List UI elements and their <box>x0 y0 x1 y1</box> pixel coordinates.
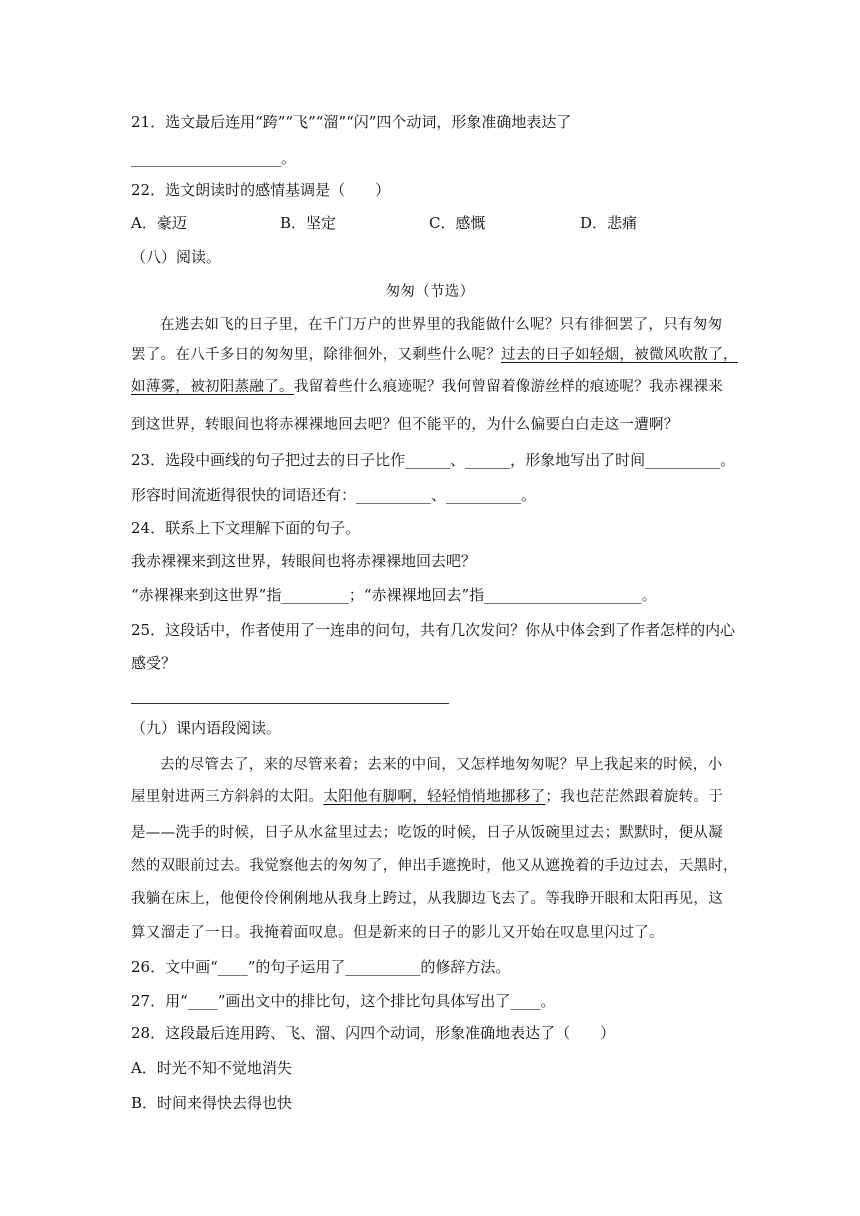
question-28-option-b[interactable]: B．时间来得快去得也快 <box>131 1094 293 1112</box>
section-9-header: （九）课内语段阅读。 <box>131 719 282 737</box>
question-25-answer-line[interactable] <box>131 703 449 704</box>
passage-title: 匆匆（节选） <box>385 284 475 300</box>
question-24-blanks[interactable]: “赤裸裸来到这世界”指_________；“赤裸裸地回去”指_____________________。 <box>131 586 657 604</box>
passage-8-line2 <box>131 345 738 365</box>
passage-8-line4: 到这世界，转眼间也将赤裸裸地回去吧？但不能平的，为什么偏要白白走这一遭啊？ <box>131 417 679 433</box>
passage-8-underlined-sentence-part1: 过去的日子如轻烟，被微风吹散了， <box>501 347 738 363</box>
question-28-stem: 28．这段最后连用跨、飞、溜、闪四个动词，形象准确地表达了（ ） <box>131 1024 616 1042</box>
passage-8-line3 <box>131 377 723 397</box>
passage-8-line3-text: 我留着些什么痕迹呢？我何曾留着像游丝样的痕迹呢？我赤裸裸来 <box>293 379 724 395</box>
passage-9-line5: 我躺在床上，他便伶伶俐俐地从我身上跨过，从我脚边飞去了。等我睁开眼和太阳再见，这 <box>131 891 723 907</box>
question-22-stem: 22．选文朗读时的感情基调是（ ） <box>131 181 391 199</box>
question-25-line2: 感受？ <box>131 654 177 672</box>
passage-9-line2 <box>131 787 723 807</box>
passage-9-line2-text-b: ；我也茫茫然跟着旋转。于 <box>545 789 724 805</box>
question-23-line2[interactable]: 形容时间流逝得很快的词语还有：__________、__________。 <box>131 486 537 504</box>
question-22-option-a[interactable]: A．豪迈 <box>131 214 187 232</box>
section-8-header: （八）阅读。 <box>131 248 222 266</box>
question-21-answer-blank[interactable]: ____________________。 <box>131 149 297 167</box>
passage-9-line1: 去的尽管去了，来的尽管来着；去来的中间，又怎样地匆匆呢？早上我起来的时候，小 <box>160 757 723 773</box>
passage-8-line2-text: 罢了。在八千多日的匆匆里，除徘徊外，又剩些什么呢？ <box>131 347 501 363</box>
question-22-option-d[interactable]: D．悲痛 <box>580 214 638 232</box>
question-24-stem: 24．联系上下文理解下面的句子。 <box>131 519 361 537</box>
passage-9-line6: 算又溜走了一日。我掩着面叹息。但是新来的日子的影儿又开始在叹息里闪过了。 <box>131 925 664 941</box>
question-25-line1: 25．这段话中，作者使用了一连串的问句，共有几次发问？你从中体会到了作者怎样的内心 <box>131 621 736 639</box>
passage-9-line3: 是——洗手的时候，日子从水盆里过去；吃饭的时候，日子从饭碗里过去；默默时，便从凝 <box>131 825 723 841</box>
question-23-line1[interactable]: 23．选段中画线的句子把过去的日子比作______、______，形象地写出了时间__________。 <box>131 451 736 469</box>
passage-9-underlined-sentence: 太阳他有脚啊，轻轻悄悄地挪移了 <box>323 789 546 805</box>
passage-9-line4: 然的双眼前过去。我觉察他去的匆匆了，伸出手遮挽时，他又从遮挽着的手边过去，天黑时， <box>131 858 738 874</box>
question-22-option-c[interactable]: C．感慨 <box>429 214 486 232</box>
question-22-option-b[interactable]: B．坚定 <box>280 214 337 232</box>
question-27[interactable]: 27．用“____”画出文中的排比句，这个排比句具体写出了____。 <box>131 992 556 1010</box>
passage-8-underlined-sentence-part2: 如薄雾，被初阳蒸融了。 <box>131 379 294 395</box>
question-28-option-a[interactable]: A．时光不知不觉地消失 <box>131 1059 292 1077</box>
question-26[interactable]: 26．文中画“____”的句子运用了__________的修辞方法。 <box>131 958 511 976</box>
question-24-sentence: 我赤裸裸来到这世界，转眼间也将赤裸裸地回去吧？ <box>131 552 477 570</box>
question-21-line1: 21．选文最后连用“跨”“飞”“溜”“闪”四个动词，形象准确地表达了 <box>131 113 572 131</box>
passage-8-line1: 在逃去如飞的日子里，在千门万户的世界里的我能做什么呢？只有徘徊罢了，只有匆匆 <box>160 317 723 333</box>
passage-9-line2-text-a: 屋里射进两三方斜斜的太阳。 <box>131 789 324 805</box>
